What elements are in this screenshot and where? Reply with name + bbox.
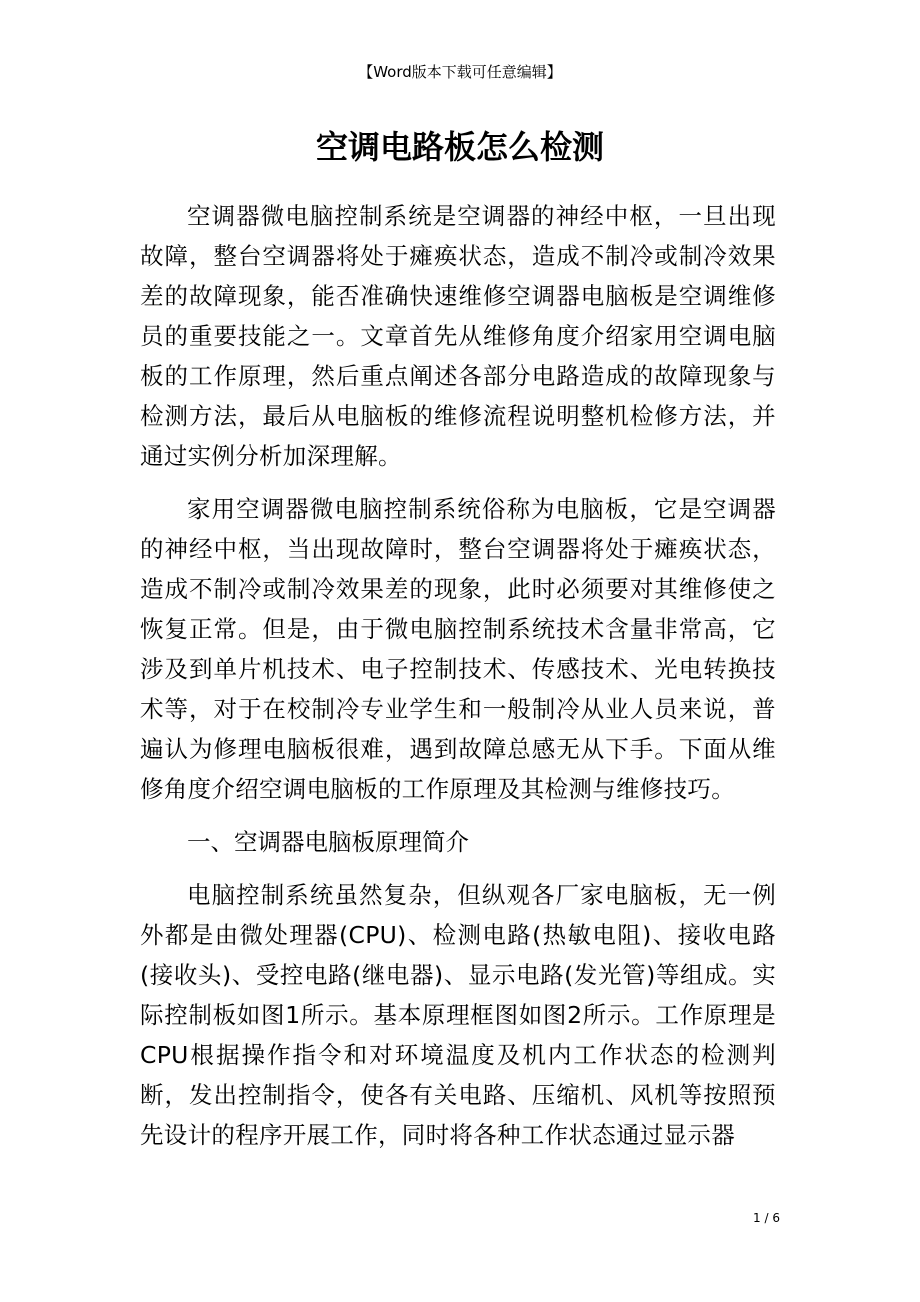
document-title: 空调电路板怎么检测 [315, 128, 604, 166]
header-note: 【Word版本下载可任意编辑】 [358, 63, 562, 81]
section-heading: 一、空调器电脑板原理简介 [187, 828, 469, 856]
section-paragraph: 电脑控制系统虽然复杂，但纵观各厂家电脑板，无一例外都是由微处理器(CPU)、检测电路(热敏电阻)、接收电路(接收头)、受控电路(继电器)、显示电路(发光管)等组成。实际控制板如图1所示。基本原理框图如图2所示。工作原理是CPU根据操作指令和对环境温度及机内工作状态的检测判断，发出控制指令，使各有关电路、压缩机、风机等按照预先设计的程序开展工作，同时将各种工作状态通过显示器 [140, 881, 776, 1149]
page-number: 1 / 6 [753, 1211, 780, 1225]
body-paragraph-1: 空调器微电脑控制系统是空调器的神经中枢，一旦出现故障，整台空调器将处于瘫痪状态，造成不制冷或制冷效果差的故障现象，能否准确快速维修空调器电脑板是空调维修员的重要技能之一。文章首先从维修角度介绍家用空调电脑板的工作原理，然后重点阐述各部分电路造成的故障现象与检测方法，最后从电脑板的维修流程说明整机检修方法，并通过实例分析加深理解。 [140, 202, 776, 470]
document-body [140, 196, 776, 1168]
body-paragraph-2: 家用空调器微电脑控制系统俗称为电脑板，它是空调器的神经中枢，当出现故障时，整台空调器将处于瘫痪状态，造成不制冷或制冷效果差的现象，此时必须要对其维修使之恢复正常。但是，由于微电脑控制系统技术含量非常高，它涉及到单片机技术、电子控制技术、传感技术、光电转换技术等，对于在校制冷专业学生和一般制冷从业人员来说，普遍认为修理电脑板很难，遇到故障总感无从下手。下面从维修角度介绍空调电脑板的工作原理及其检测与维修技巧。 [140, 495, 776, 803]
